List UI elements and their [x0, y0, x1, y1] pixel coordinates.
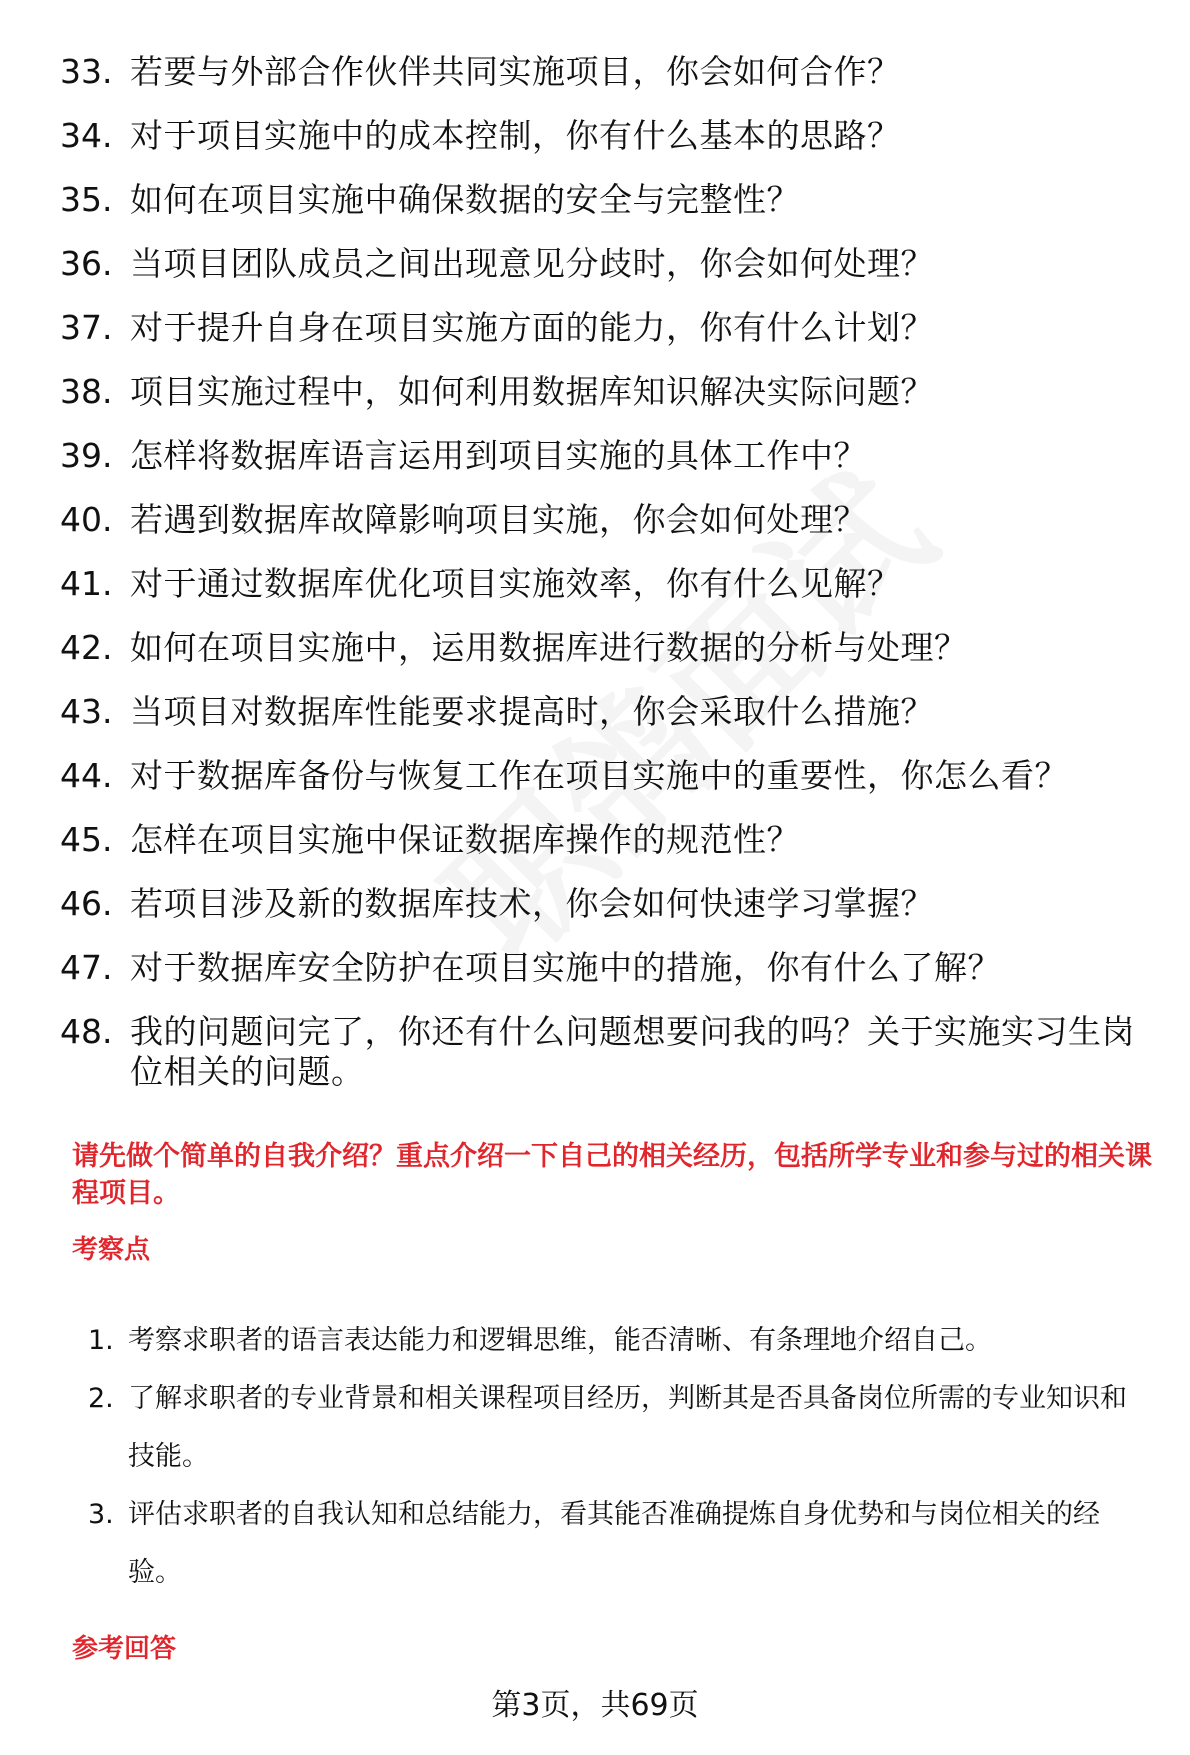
question-number: 36.	[60, 244, 113, 283]
question-number: 47.	[60, 948, 113, 987]
list-item	[88, 1370, 1150, 1486]
question-number: 39.	[60, 436, 113, 475]
list-item	[60, 564, 1150, 604]
list-item	[60, 820, 1150, 860]
point-text: 考察求职者的语言表达能力和逻辑思维，能否清晰、有条理地介绍自己。	[128, 1325, 992, 1356]
question-number: 43.	[60, 692, 113, 731]
list-item	[60, 692, 1150, 732]
list-item	[60, 756, 1150, 796]
point-number: 1.	[88, 1325, 114, 1356]
question-text: 如何在项目实施中，运用数据库进行数据的分析与处理？	[130, 628, 968, 667]
point-number: 2.	[88, 1383, 114, 1414]
question-number: 46.	[60, 884, 113, 923]
point-text: 评估求职者的自我认知和总结能力，看其能否准确提炼自身优势和与岗位相关的经验。	[128, 1499, 1100, 1588]
points-heading: 考察点	[72, 1235, 151, 1265]
question-text: 对于通过数据库优化项目实施效率，你有什么见解？	[130, 564, 901, 603]
list-item	[60, 52, 1150, 92]
list-item	[60, 436, 1150, 476]
answer-heading: 参考回答	[72, 1634, 177, 1664]
list-item	[60, 948, 1150, 988]
list-item	[60, 884, 1150, 924]
list-item	[60, 308, 1150, 348]
question-number: 33.	[60, 52, 113, 91]
question-number: 37.	[60, 308, 113, 347]
list-item	[60, 244, 1150, 284]
question-text: 若要与外部合作伙伴共同实施项目，你会如何合作？	[130, 52, 901, 91]
section-question-heading: 请先做个简单的自我介绍？重点介绍一下自己的相关经历，包括所学专业和参与过的相关课程项目。	[72, 1141, 1152, 1209]
point-text: 了解求职者的专业背景和相关课程项目经历，判断其是否具备岗位所需的专业知识和技能。	[128, 1383, 1127, 1472]
question-number: 40.	[60, 500, 113, 539]
list-item	[60, 116, 1150, 156]
points-list	[88, 1312, 1150, 1602]
question-text: 当项目对数据库性能要求提高时，你会采取什么措施？	[130, 692, 934, 731]
list-item	[60, 500, 1150, 540]
list-item	[88, 1312, 1150, 1370]
list-item	[88, 1486, 1150, 1602]
question-text: 对于数据库备份与恢复工作在项目实施中的重要性，你怎么看？	[130, 756, 1068, 795]
question-text: 对于提升自身在项目实施方面的能力，你有什么计划？	[130, 308, 934, 347]
list-item	[60, 180, 1150, 220]
list-item	[60, 372, 1150, 412]
question-text: 对于数据库安全防护在项目实施中的措施，你有什么了解？	[130, 948, 1001, 987]
question-text: 怎样将数据库语言运用到项目实施的具体工作中？	[130, 436, 867, 475]
question-text: 对于项目实施中的成本控制，你有什么基本的思路？	[130, 116, 901, 155]
question-number: 34.	[60, 116, 113, 155]
question-number: 48.	[60, 1012, 113, 1051]
page-number-footer: 第3页，共69页	[491, 1688, 699, 1723]
question-text: 我的问题问完了，你还有什么问题想要问我的吗？关于实施实习生岗位相关的问题。	[130, 1012, 1135, 1091]
question-text: 若遇到数据库故障影响项目实施，你会如何处理？	[130, 500, 867, 539]
question-number: 41.	[60, 564, 113, 603]
question-number: 44.	[60, 756, 113, 795]
question-number: 38.	[60, 372, 113, 411]
point-number: 3.	[88, 1499, 114, 1530]
list-item	[60, 1012, 1150, 1092]
question-text: 如何在项目实施中确保数据的安全与完整性？	[130, 180, 800, 219]
question-text: 若项目涉及新的数据库技术，你会如何快速学习掌握？	[130, 884, 934, 923]
question-number: 42.	[60, 628, 113, 667]
question-number: 35.	[60, 180, 113, 219]
question-number: 45.	[60, 820, 113, 859]
question-text: 项目实施过程中，如何利用数据库知识解决实际问题？	[130, 372, 934, 411]
list-item	[60, 628, 1150, 668]
question-list	[60, 52, 1150, 1116]
question-text: 怎样在项目实施中保证数据库操作的规范性？	[130, 820, 800, 859]
question-text: 当项目团队成员之间出现意见分歧时，你会如何处理？	[130, 244, 934, 283]
